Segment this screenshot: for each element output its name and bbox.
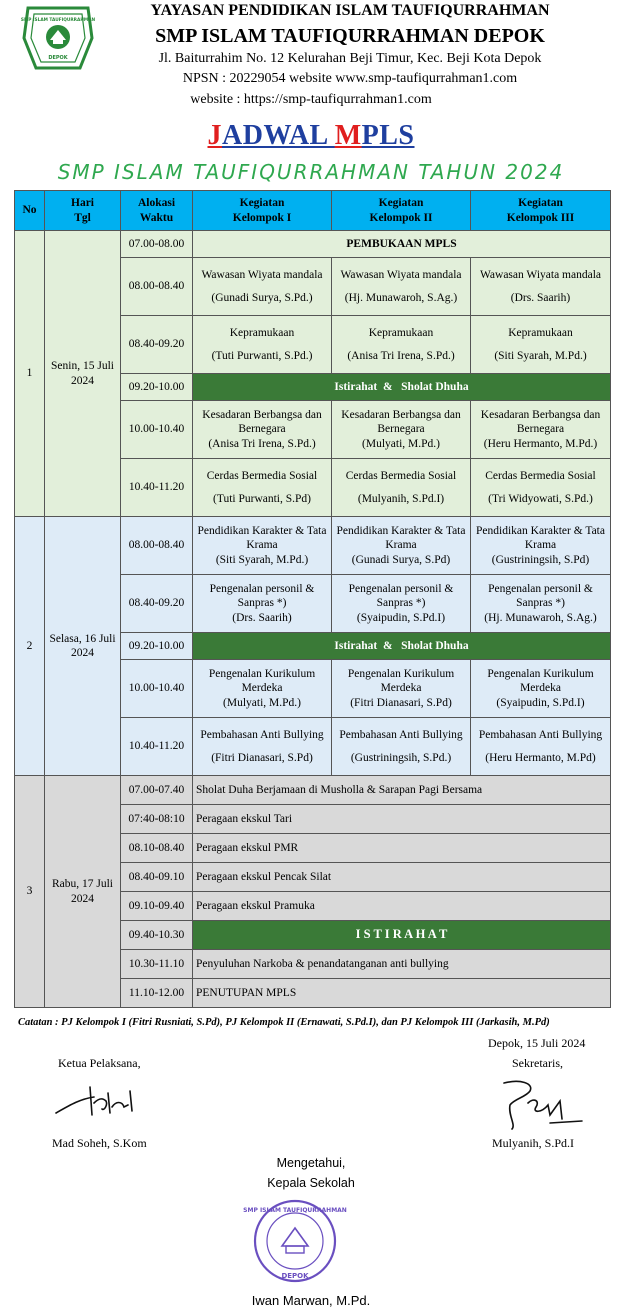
activity-cell: Penyuluhan Narkoba & penandatanganan anti bullying [193, 950, 611, 979]
activity-cell: Pengenalan personil & Sanpras *) (Syaipudin, S.Pd.I) [332, 575, 471, 633]
activity-cell: PENUTUPAN MPLS [193, 979, 611, 1008]
school-logo-icon [22, 6, 94, 72]
sekretaris-name: Mulyanih, S.Pd.I [492, 1136, 575, 1150]
activity-cell: Peragaan ekskul Tari [193, 805, 611, 834]
activity-cell: Pembahasan Anti Bullying (Heru Hermanto, M.Pd) [471, 718, 611, 776]
table-row [15, 231, 611, 258]
activity-cell: Cerdas Bermedia Sosial (Tuti Purwanti, S.Pd) [193, 459, 332, 517]
activity-cell: Pengenalan Kurikulum Merdeka (Syaipudin, S.Pd.I) [471, 660, 611, 718]
time-cell: 09.10-09.40 [121, 892, 193, 921]
day2-no: 2 [15, 517, 45, 776]
kepala-label: Kepala Sekolah [267, 1176, 355, 1190]
header-kelompok-1: Kegiatan Kelompok I [193, 191, 332, 231]
stamp-text-top: SMP ISLAM TAUFIQURRAHMAN [243, 1207, 347, 1214]
time-cell: 11.10-12.00 [121, 979, 193, 1008]
activity-cell: Kesadaran Berbangsa dan Bernegara (Mulyati, M.Pd.) [332, 401, 471, 459]
ketua-signature-icon [50, 1083, 140, 1123]
break-cell: Istirahat & Sholat Dhuha [193, 633, 611, 660]
activity-cell: Peragaan ekskul PMR [193, 834, 611, 863]
time-cell: 10.40-11.20 [121, 718, 193, 776]
table-header-row [15, 191, 611, 231]
time-cell: 09.20-10.00 [121, 374, 193, 401]
time-cell: 09.40-10.30 [121, 921, 193, 950]
letterhead [0, 0, 622, 118]
stamp-text-bottom: DEPOK [281, 1272, 309, 1280]
table-row [15, 517, 611, 575]
time-cell: 08.40-09.20 [121, 316, 193, 374]
activity-cell: Pendidikan Karakter & Tata Krama (Gunadi Surya, S.Pd) [332, 517, 471, 575]
time-cell: 08.10-08.40 [121, 834, 193, 863]
day1-no: 1 [15, 231, 45, 517]
time-cell: 07:40-08:10 [121, 805, 193, 834]
break-cell: I S T I R A H A T [193, 921, 611, 950]
activity-cell: Cerdas Bermedia Sosial (Mulyanih, S.Pd.I) [332, 459, 471, 517]
day3-date: Rabu, 17 Juli 2024 [45, 776, 121, 1008]
schedule-table [14, 190, 611, 1008]
ketua-label: Ketua Pelaksana, [58, 1056, 141, 1070]
opening-cell: PEMBUKAAN MPLS [193, 231, 611, 258]
time-cell: 07.00-07.40 [121, 776, 193, 805]
time-cell: 10.30-11.10 [121, 950, 193, 979]
school-stamp-icon [243, 1198, 347, 1284]
time-cell: 10.00-10.40 [121, 660, 193, 718]
header-kelompok-3: Kegiatan Kelompok III [471, 191, 611, 231]
day3-no: 3 [15, 776, 45, 1008]
time-cell: 08.00-08.40 [121, 258, 193, 316]
time-cell: 07.00-08.00 [121, 231, 193, 258]
activity-cell: Kepramukaan (Siti Syarah, M.Pd.) [471, 316, 611, 374]
activity-cell: Cerdas Bermedia Sosial (Tri Widyowati, S.Pd.) [471, 459, 611, 517]
ketua-name: Mad Soheh, S.Kom [52, 1136, 147, 1150]
header-alokasi: Alokasi Waktu [121, 191, 193, 231]
page-subtitle: SMP ISLAM TAUFIQURRAHMAN TAHUN 2024 [57, 160, 565, 184]
break-cell: Istirahat & Sholat Dhuha [193, 374, 611, 401]
activity-cell: Kepramukaan (Tuti Purwanti, S.Pd.) [193, 316, 332, 374]
place-date: Depok, 15 Juli 2024 [488, 1036, 586, 1050]
school-website: website : https://smp-taufiqurrahman1.com [190, 92, 432, 107]
school-address: Jl. Baiturrahim No. 12 Kelurahan Beji Timur, Kec. Beji Kota Depok [158, 51, 542, 66]
title-pls: PLS [361, 120, 415, 151]
school-npsn: NPSN : 20229054 website www.smp-taufiqurrahman1.com [182, 71, 518, 86]
time-cell: 10.00-10.40 [121, 401, 193, 459]
header-kelompok-2: Kegiatan Kelompok II [332, 191, 471, 231]
activity-cell: Kepramukaan (Anisa Tri Irena, S.Pd.) [332, 316, 471, 374]
table-row [15, 776, 611, 805]
kepala-name: Iwan Marwan, M.Pd. [251, 1293, 371, 1308]
activity-cell: Pengenalan personil & Sanpras *) (Drs. Saarih) [193, 575, 332, 633]
activity-cell: Pendidikan Karakter & Tata Krama (Gustriningsih, S.Pd) [471, 517, 611, 575]
sekretaris-label: Sekretaris, [512, 1056, 563, 1070]
activity-cell: Kesadaran Berbangsa dan Bernegara (Heru Hermanto, M.Pd.) [471, 401, 611, 459]
activity-cell: Pengenalan Kurikulum Merdeka (Fitri Dianasari, S.Pd) [332, 660, 471, 718]
page-title [0, 120, 622, 152]
activity-cell: Wawasan Wiyata mandala (Gunadi Surya, S.Pd.) [193, 258, 332, 316]
header-no: No [15, 191, 45, 231]
mengetahui-label: Mengetahui, [276, 1156, 346, 1170]
logo-text-top: SMP ISLAM TAUFIQURRAHMAN [20, 18, 96, 23]
activity-cell: Pengenalan personil & Sanpras *) (Hj. Munawaroh, S.Ag.) [471, 575, 611, 633]
time-cell: 08.00-08.40 [121, 517, 193, 575]
activity-cell: Pembahasan Anti Bullying (Fitri Dianasari, S.Pd) [193, 718, 332, 776]
day1-date: Senin, 15 Juli 2024 [45, 231, 121, 517]
activity-cell: Sholat Duha Berjamaan di Musholla & Sarapan Pagi Bersama [193, 776, 611, 805]
activity-cell: Peragaan ekskul Pencak Silat [193, 863, 611, 892]
title-j: J [207, 120, 222, 151]
logo-text-bottom: DEPOK [48, 55, 68, 61]
footnote: Catatan : PJ Kelompok I (Fitri Rusniati, S.Pd), PJ Kelompok II (Ernawati, S.Pd.I), dan PJ Kelompok III (Jarkasih, M.Pd) [18, 1017, 550, 1028]
activity-cell: Wawasan Wiyata mandala (Hj. Munawaroh, S.Ag.) [332, 258, 471, 316]
activity-cell: Pembahasan Anti Bullying (Gustriningsih, S.Pd.) [332, 718, 471, 776]
activity-cell: Pendidikan Karakter & Tata Krama (Siti Syarah, M.Pd.) [193, 517, 332, 575]
time-cell: 08.40-09.10 [121, 863, 193, 892]
sekretaris-signature-icon [490, 1075, 586, 1133]
foundation-name: YAYASAN PENDIDIKAN ISLAM TAUFIQURRAHMAN [150, 2, 550, 19]
title-adwal: ADWAL [222, 120, 335, 151]
header-hari: Hari Tgl [45, 191, 121, 231]
activity-cell: Peragaan ekskul Pramuka [193, 892, 611, 921]
time-cell: 10.40-11.20 [121, 459, 193, 517]
day2-date: Selasa, 16 Juli 2024 [45, 517, 121, 776]
time-cell: 09.20-10.00 [121, 633, 193, 660]
activity-cell: Wawasan Wiyata mandala (Drs. Saarih) [471, 258, 611, 316]
time-cell: 08.40-09.20 [121, 575, 193, 633]
activity-cell: Pengenalan Kurikulum Merdeka (Mulyati, M.Pd.) [193, 660, 332, 718]
title-m: M [334, 120, 362, 151]
school-name: SMP ISLAM TAUFIQURRAHMAN DEPOK [155, 25, 545, 47]
activity-cell: Kesadaran Berbangsa dan Bernegara (Anisa Tri Irena, S.Pd.) [193, 401, 332, 459]
